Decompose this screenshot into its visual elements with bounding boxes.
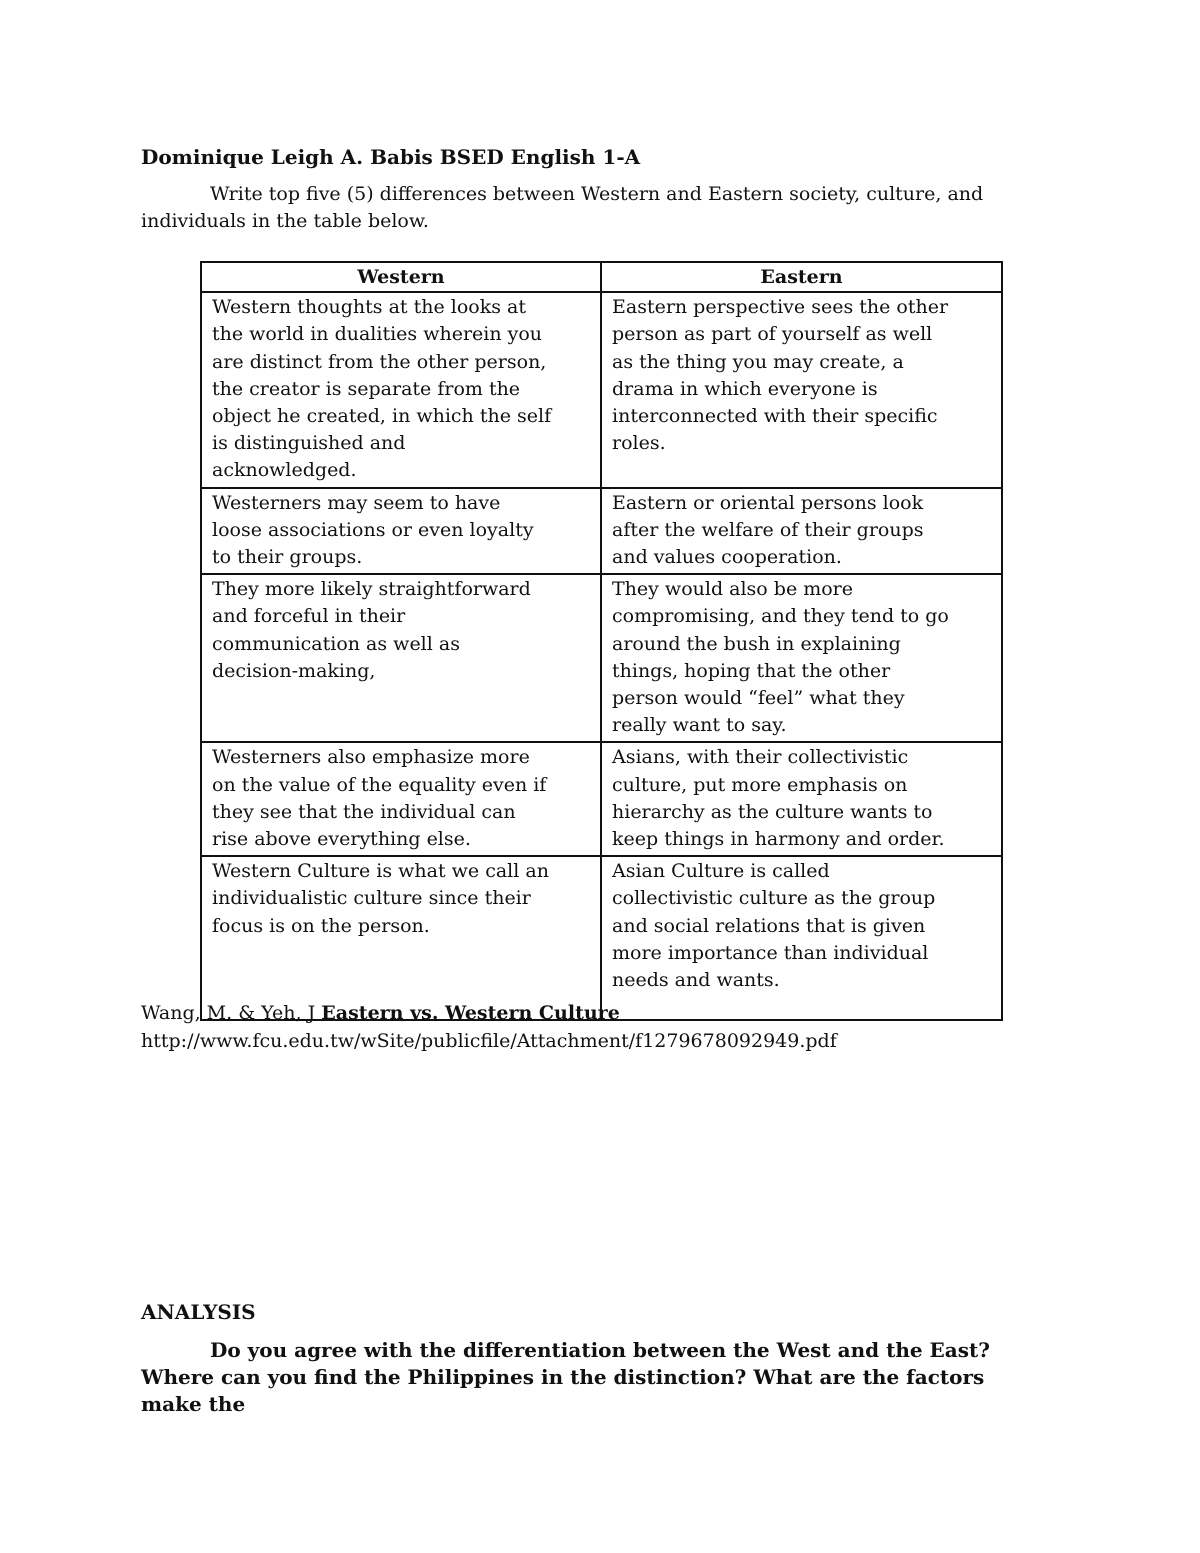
citation: [141, 999, 837, 1055]
table-header-row: [201, 262, 1002, 292]
eastern-cell: [601, 856, 1002, 1020]
citation-url: http://www.fcu.edu.tw/wSite/publicfile/Attachment/f1279678092949.pdf: [141, 1030, 837, 1052]
eastern-cell: [601, 742, 1002, 856]
western-cell-text: Western thoughts at the looks at the world in dualities wherein you are distinct from the other person, the creator is separate from the object he created, in which the self is distinguished and acknowledged.: [212, 296, 552, 482]
eastern-cell: [601, 574, 1002, 742]
western-cell: [201, 488, 601, 575]
citation-title: Eastern vs. Western Culture: [321, 1002, 620, 1024]
eastern-cell-text: Asian Culture is called collectivistic culture as the group and social relations that is given more importance than individual needs and wants.: [612, 860, 936, 992]
eastern-cell: [601, 292, 1002, 487]
eastern-cell-text: Eastern or oriental persons look after the welfare of their groups and values cooperation.: [612, 491, 924, 569]
analysis-heading: ANALYSIS: [141, 1300, 256, 1324]
eastern-cell-text: Eastern perspective sees the other person as part of yourself as well as the thing you may create, a drama in which everyone is interconnected with their specific roles.: [612, 296, 949, 455]
western-cell: [201, 574, 601, 742]
eastern-cell-text: Asians, with their collectivistic culture, put more emphasis on hierarchy as the culture wants to keep things in harmony and order.: [612, 746, 945, 851]
western-cell-text: Western Culture is what we call an individualistic culture since their focus is on the person.: [212, 860, 549, 937]
western-cell: [201, 292, 601, 487]
western-cell-text: Westerners also emphasize more on the value of the equality even if they see that the individual can rise above everything else.: [212, 746, 547, 851]
western-cell-text: They more likely straightforward and forceful in their communication as well as decision-making,: [212, 578, 531, 682]
table-row: [201, 574, 1002, 742]
differences-table: [200, 261, 1003, 1021]
western-cell-text: Westerners may seem to have loose associations or even loyalty to their groups.: [212, 491, 534, 569]
western-cell: [201, 742, 601, 856]
author-line: Dominique Leigh A. Babis BSED English 1-A: [141, 145, 641, 169]
eastern-cell: [601, 488, 1002, 575]
header-western: Western: [201, 262, 601, 292]
table-row: [201, 856, 1002, 1020]
table-row: [201, 742, 1002, 856]
eastern-cell-text: They would also be more compromising, and they tend to go around the bush in explaining things, hoping that the other person would “feel” what they really want to say.: [612, 578, 949, 737]
instructions-paragraph: Write top five (5) differences between Western and Eastern society, culture, and individuals in the table below.: [141, 183, 984, 232]
analysis-question: Do you agree with the differentiation between the West and the East? Where can you find the Philippines in the distinction? What are the factors make the: [141, 1338, 990, 1416]
table-row: [201, 292, 1002, 487]
western-cell: [201, 856, 601, 1020]
table-row: [201, 488, 1002, 575]
citation-authors: Wang, M. & Yeh, J: [141, 1002, 316, 1024]
header-eastern: Eastern: [601, 262, 1002, 292]
